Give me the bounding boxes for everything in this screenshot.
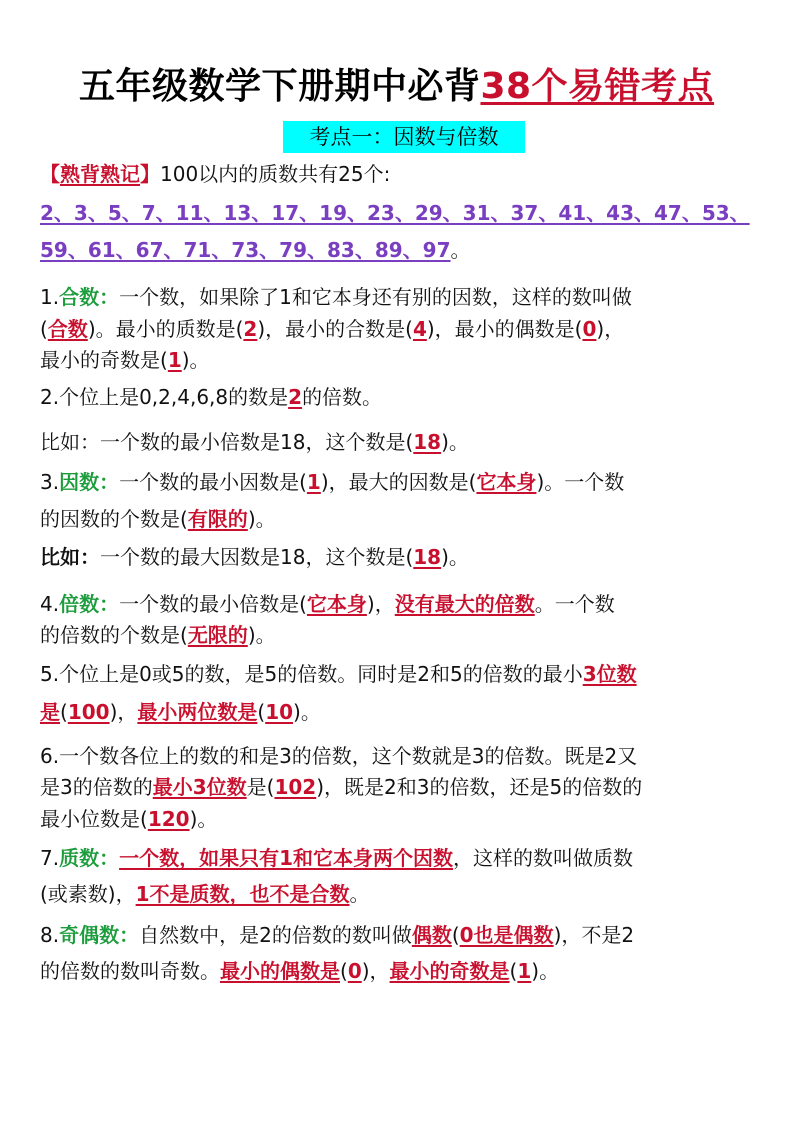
p5-answer: 10	[265, 700, 294, 724]
p8-answer: 0	[347, 959, 362, 983]
primes-line-2	[40, 236, 756, 264]
primes-end: 。	[450, 238, 471, 262]
p8-text: (	[340, 959, 348, 983]
p4-text: 一个数的最小倍数是(	[119, 592, 307, 616]
p8-text: 自然数中，是2的倍数的数叫做	[139, 923, 412, 947]
p3-text: )。一个数	[536, 470, 625, 494]
p7-text: ，这样的数叫做质数	[453, 846, 634, 870]
p4-answer: 无限的	[187, 623, 248, 647]
p3-answer: 1	[306, 470, 321, 494]
primes-list-2: 59、61、67、71、73、79、83、89、97	[40, 238, 451, 262]
p2b-text: 比如：一个数的最小倍数是18，这个数是(	[40, 430, 414, 454]
p1-text: 一个数，如果除了1和它本身还有别的因数，这样的数叫做	[119, 285, 632, 309]
p6-line-3	[40, 805, 756, 833]
p1-text: 最小的奇数是(	[40, 348, 168, 372]
p4-text: )，	[366, 592, 395, 616]
p8-answer: 最小的偶数是	[220, 959, 340, 983]
p1-answer: 2	[243, 317, 258, 341]
p1-text: )，	[596, 317, 625, 341]
p3-answer: 有限的	[187, 507, 248, 531]
p1-text: (	[40, 317, 48, 341]
p6-answer: 最小3位数	[152, 775, 247, 799]
p4-term: 倍数：	[59, 592, 120, 616]
p3-line-2	[40, 505, 756, 533]
p2-text: 的倍数。	[302, 385, 383, 409]
p6-text: 是3的倍数的	[40, 775, 153, 799]
p4-num: 4.	[40, 592, 60, 616]
p3-example	[40, 543, 756, 571]
p5-line-1	[40, 660, 756, 688]
p2-line	[40, 383, 756, 411]
p4-answer: 它本身	[306, 592, 367, 616]
p4-text: 的倍数的个数是(	[40, 623, 188, 647]
p5-text: (	[60, 700, 68, 724]
p7-num: 7.	[40, 846, 60, 870]
p8-answer: 最小的奇数是	[389, 959, 510, 983]
p3-answer: 它本身	[476, 470, 537, 494]
p6-text: )。	[189, 807, 218, 831]
p3-text: 一个数的最小因数是(	[119, 470, 307, 494]
p3-text: )，最大的因数是(	[320, 470, 477, 494]
p5-text: )，	[109, 700, 138, 724]
intro-bracket-open: 【	[40, 162, 60, 186]
p3-term: 因数：	[59, 470, 120, 494]
p8-text: (	[509, 959, 518, 983]
p8-text: )，不是2	[553, 923, 635, 947]
intro-bracket-close: 】	[140, 162, 160, 186]
p3b-lead: 比如：	[40, 545, 100, 569]
p7-term: 质数：	[59, 846, 120, 870]
p7-line-1	[40, 844, 756, 872]
p7-answer: 一个数，如果只有1和它本身两个因数	[119, 846, 454, 870]
p3b-answer: 18	[413, 545, 442, 569]
p6-answer: 120	[147, 807, 190, 831]
p3-text: 的因数的个数是(	[40, 507, 188, 531]
title-red: 38个易错考点	[480, 66, 715, 107]
p5-text: )。	[293, 700, 321, 724]
p4-line-2	[40, 621, 756, 649]
p1-answer: 4	[412, 317, 427, 341]
intro-text: 100以内的质数共有25个:	[160, 162, 391, 186]
p7-answer: 1不是质数，也不是合数	[135, 882, 350, 906]
p1-num: 1.	[40, 285, 60, 309]
p8-term: 奇偶数：	[59, 923, 140, 947]
p4-answer: 没有最大的倍数	[394, 592, 535, 616]
p6-text: 最小位数是(	[40, 807, 148, 831]
p5-text: (	[257, 700, 266, 724]
p4-text: )。	[247, 623, 276, 647]
p1-text: )。最小的质数是(	[87, 317, 244, 341]
p3-num: 3.	[40, 470, 60, 494]
p1-line-3	[40, 346, 756, 374]
p8-line-1	[40, 921, 756, 949]
p7-text: (或素数)，	[40, 882, 136, 906]
p7-text: 。	[349, 882, 370, 906]
p6-text: 6.一个数各位上的数的和是3的倍数，这个数就是3的倍数。既是2又	[40, 744, 638, 768]
p5-answer: 最小两位数是	[137, 700, 258, 724]
p8-answer: 0也是偶数	[459, 923, 554, 947]
p3-text: )。	[247, 507, 276, 531]
p6-line-1	[40, 742, 756, 770]
p8-line-2	[40, 957, 756, 985]
p8-text: (	[451, 923, 460, 947]
page-title	[0, 58, 793, 109]
p5-answer: 3位数	[582, 662, 637, 686]
p3b-text: )。	[441, 545, 469, 569]
section-heading: 考点一：因数与倍数	[283, 121, 525, 153]
p6-text: )，既是2和3的倍数，还是5的倍数的	[316, 775, 643, 799]
p7-line-2	[40, 880, 756, 908]
p1-term: 合数：	[59, 285, 120, 309]
p6-line-2	[40, 773, 756, 801]
title-black: 五年级数学下册期中必背	[78, 66, 481, 107]
p3b-text: 一个数的最大因数是18，这个数是(	[100, 545, 414, 569]
p1-text: )。	[181, 348, 210, 372]
p2-answer: 2	[288, 385, 303, 409]
p3-line-1	[40, 468, 756, 496]
p2b-answer: 18	[413, 430, 442, 454]
primes-list-1: 2、3、5、7、11、13、17、19、23、29、31、37、41、43、47、53、	[40, 201, 750, 225]
p8-answer: 偶数	[411, 923, 452, 947]
p8-num: 8.	[40, 923, 60, 947]
p5-answer: 是	[40, 700, 60, 724]
intro-tag: 熟背熟记	[60, 162, 140, 186]
p2-text: 2.个位上是0,2,4,6,8的数是	[40, 385, 289, 409]
p1-answer: 1	[167, 348, 182, 372]
p5-line-2	[40, 698, 756, 726]
p2b-text: )。	[441, 430, 469, 454]
p6-answer: 102	[274, 775, 317, 799]
p4-text: 。一个数	[534, 592, 615, 616]
p4-line-1	[40, 590, 756, 618]
p1-text: )，最小的偶数是(	[426, 317, 583, 341]
p8-text: )。	[531, 959, 560, 983]
p1-text: )，最小的合数是(	[257, 317, 413, 341]
p8-text: 的倍数的数叫奇数。	[40, 959, 220, 983]
p8-text: )，	[361, 959, 390, 983]
p1-line-1	[40, 283, 756, 311]
primes-line-1	[40, 199, 756, 227]
p6-text: 是(	[246, 775, 275, 799]
intro-line	[40, 160, 756, 188]
p1-line-2	[40, 315, 756, 343]
p5-text: 5.个位上是0或5的数，是5的倍数。同时是2和5的倍数的最小	[40, 662, 583, 686]
p8-answer: 1	[517, 959, 532, 983]
p1-answer: 0	[582, 317, 597, 341]
p2-example	[40, 428, 756, 456]
p1-answer: 合数	[47, 317, 88, 341]
p5-answer: 100	[67, 700, 110, 724]
